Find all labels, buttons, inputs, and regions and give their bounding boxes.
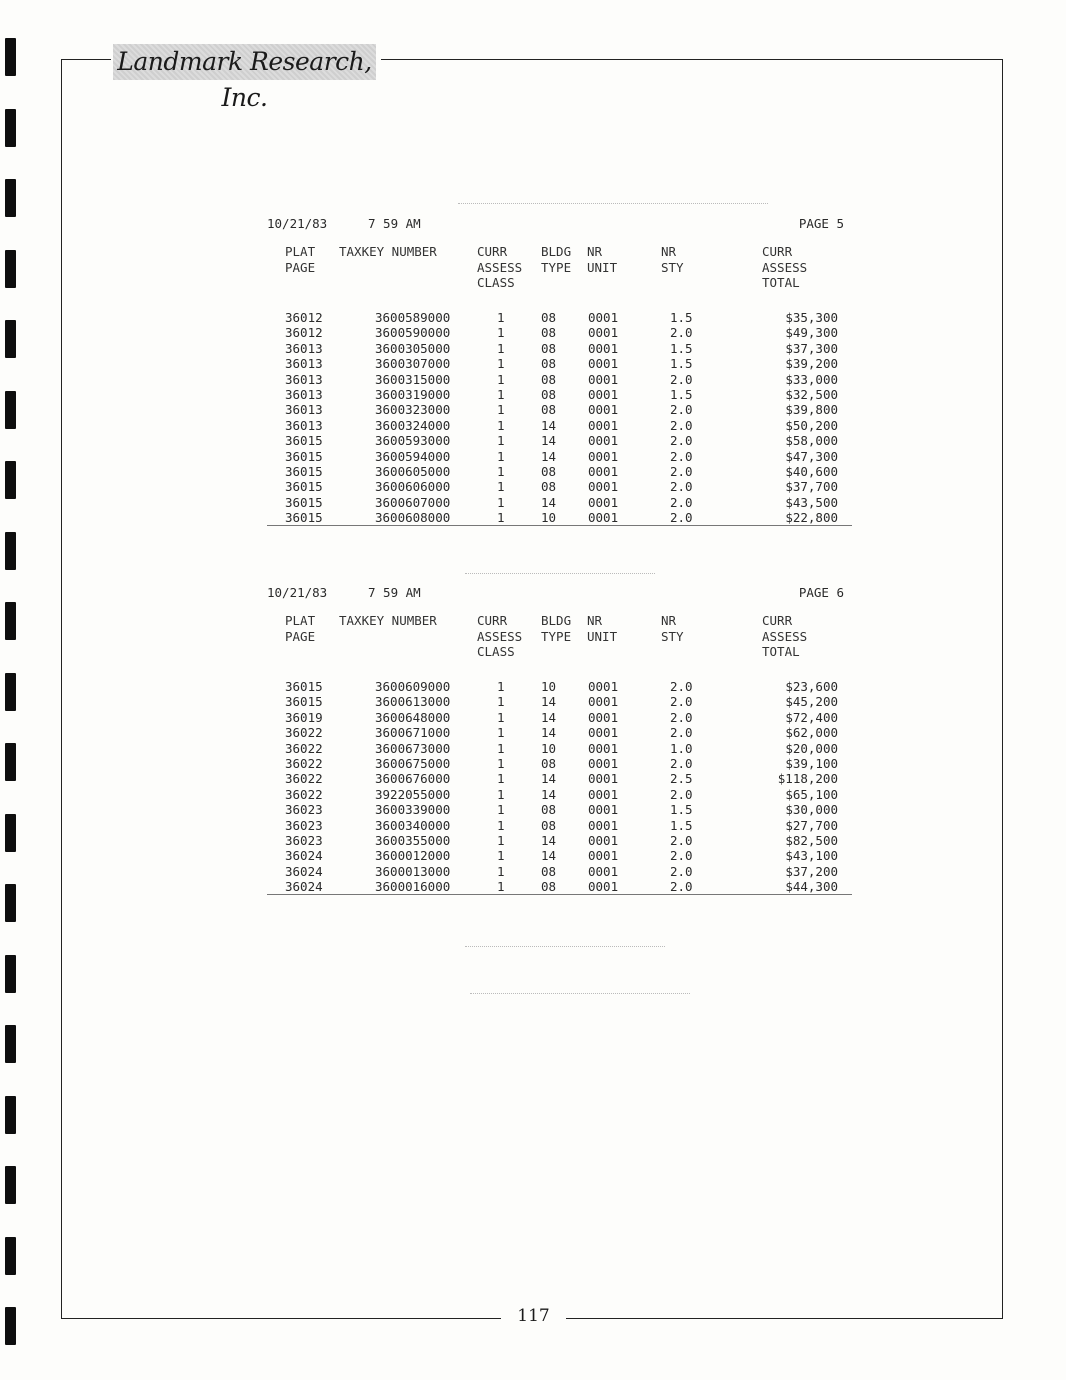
cell-bldg: 08 bbox=[541, 310, 557, 325]
cell-taxkey: 3922055000 bbox=[375, 786, 451, 802]
binder-hole-mark bbox=[5, 38, 16, 76]
cell-bldg: 14 bbox=[541, 848, 557, 864]
cell-taxkey: 3600340000 bbox=[375, 817, 451, 833]
cell-class: 1 bbox=[497, 755, 505, 771]
cell-taxkey: 3600339000 bbox=[375, 802, 451, 818]
cell-plat: 36015 bbox=[285, 679, 323, 694]
cell-sty: 2.0 bbox=[670, 863, 693, 879]
report-header bbox=[267, 585, 852, 603]
table-row bbox=[267, 325, 852, 340]
cell-plat: 36022 bbox=[285, 786, 323, 802]
table-row bbox=[267, 510, 852, 526]
cell-class: 1 bbox=[497, 832, 505, 848]
cell-total: $62,000 bbox=[785, 725, 838, 741]
cell-bldg: 08 bbox=[541, 817, 557, 833]
cell-class: 1 bbox=[497, 479, 505, 495]
data-rows bbox=[267, 310, 852, 526]
table-row bbox=[267, 418, 852, 433]
cell-plat: 36015 bbox=[285, 463, 323, 479]
cell-total: $39,100 bbox=[785, 755, 838, 771]
cell-unit: 0001 bbox=[588, 725, 619, 741]
cell-sty: 2.0 bbox=[670, 694, 693, 710]
cell-bldg: 14 bbox=[541, 771, 557, 787]
table-row bbox=[267, 402, 852, 417]
cell-class: 1 bbox=[497, 709, 505, 725]
table-row bbox=[267, 818, 852, 833]
cell-bldg: 14 bbox=[541, 448, 557, 464]
cell-taxkey: 3600324000 bbox=[375, 417, 451, 433]
cell-plat: 36022 bbox=[285, 771, 323, 787]
cell-total: $58,000 bbox=[785, 433, 838, 449]
table-row bbox=[267, 787, 852, 802]
cell-class: 1 bbox=[497, 402, 505, 418]
cell-taxkey: 3600675000 bbox=[375, 755, 451, 771]
cell-plat: 36019 bbox=[285, 709, 323, 725]
cell-sty: 2.0 bbox=[670, 371, 693, 387]
cell-unit: 0001 bbox=[588, 786, 619, 802]
header-bldg-type: BLDG TYPE bbox=[541, 244, 572, 275]
cell-sty: 1.5 bbox=[670, 340, 693, 356]
cell-sty: 2.0 bbox=[670, 433, 693, 449]
cell-unit: 0001 bbox=[588, 386, 619, 402]
cell-unit: 0001 bbox=[588, 340, 619, 356]
cell-sty: 2.0 bbox=[670, 725, 693, 741]
cell-plat: 36013 bbox=[285, 340, 323, 356]
cell-sty: 2.0 bbox=[670, 679, 693, 694]
cell-class: 1 bbox=[497, 463, 505, 479]
cell-plat: 36013 bbox=[285, 386, 323, 402]
cell-taxkey: 3600589000 bbox=[375, 310, 451, 325]
cell-total: $23,600 bbox=[785, 679, 838, 694]
cell-taxkey: 3600355000 bbox=[375, 832, 451, 848]
cell-unit: 0001 bbox=[588, 417, 619, 433]
cell-taxkey: 3600319000 bbox=[375, 386, 451, 402]
table-row bbox=[267, 864, 852, 879]
report-page-5 bbox=[267, 216, 852, 526]
cell-bldg: 08 bbox=[541, 356, 557, 372]
cell-taxkey: 3600016000 bbox=[375, 879, 451, 895]
cell-taxkey: 3600606000 bbox=[375, 479, 451, 495]
binder-hole-mark bbox=[5, 1025, 16, 1063]
cell-unit: 0001 bbox=[588, 863, 619, 879]
cell-plat: 36022 bbox=[285, 755, 323, 771]
cell-bldg: 08 bbox=[541, 386, 557, 402]
column-headers bbox=[267, 613, 852, 667]
cell-plat: 36023 bbox=[285, 817, 323, 833]
table-row bbox=[267, 679, 852, 694]
cell-taxkey: 3600315000 bbox=[375, 371, 451, 387]
cell-total: $50,200 bbox=[785, 417, 838, 433]
report-page-label: PAGE 5 bbox=[798, 216, 844, 231]
cell-taxkey: 3600305000 bbox=[375, 340, 451, 356]
cell-sty: 1.0 bbox=[670, 740, 693, 756]
table-row bbox=[267, 433, 852, 448]
binder-hole-mark bbox=[5, 320, 16, 358]
table-row bbox=[267, 479, 852, 494]
cell-bldg: 08 bbox=[541, 802, 557, 818]
cell-bldg: 08 bbox=[541, 325, 557, 341]
cell-total: $39,800 bbox=[785, 402, 838, 418]
cell-class: 1 bbox=[497, 740, 505, 756]
report-date: 10/21/83 bbox=[267, 585, 328, 600]
cell-bldg: 08 bbox=[541, 879, 557, 895]
cell-unit: 0001 bbox=[588, 325, 619, 341]
cell-total: $82,500 bbox=[785, 832, 838, 848]
report-time: 7 59 AM bbox=[368, 585, 421, 600]
cell-total: $39,200 bbox=[785, 356, 838, 372]
cell-class: 1 bbox=[497, 694, 505, 710]
cell-unit: 0001 bbox=[588, 402, 619, 418]
table-row bbox=[267, 725, 852, 740]
cell-plat: 36015 bbox=[285, 494, 323, 510]
cell-sty: 2.0 bbox=[670, 879, 693, 895]
cell-sty: 2.0 bbox=[670, 848, 693, 864]
cell-sty: 2.5 bbox=[670, 771, 693, 787]
cell-plat: 36013 bbox=[285, 417, 323, 433]
binder-hole-mark bbox=[5, 602, 16, 640]
cell-class: 1 bbox=[497, 356, 505, 372]
cell-taxkey: 3600605000 bbox=[375, 463, 451, 479]
cell-unit: 0001 bbox=[588, 694, 619, 710]
cell-sty: 1.5 bbox=[670, 386, 693, 402]
cell-unit: 0001 bbox=[588, 771, 619, 787]
cell-unit: 0001 bbox=[588, 448, 619, 464]
cell-taxkey: 3600607000 bbox=[375, 494, 451, 510]
cell-bldg: 10 bbox=[541, 679, 557, 694]
cell-class: 1 bbox=[497, 386, 505, 402]
cell-plat: 36024 bbox=[285, 879, 323, 895]
page-number: 117 bbox=[517, 1306, 550, 1326]
cell-total: $32,500 bbox=[785, 386, 838, 402]
table-row bbox=[267, 449, 852, 464]
binder-hole-mark bbox=[5, 814, 16, 852]
cell-class: 1 bbox=[497, 371, 505, 387]
cell-taxkey: 3600013000 bbox=[375, 863, 451, 879]
binder-hole-mark bbox=[5, 673, 16, 711]
cell-bldg: 14 bbox=[541, 786, 557, 802]
cell-plat: 36013 bbox=[285, 356, 323, 372]
cell-plat: 36024 bbox=[285, 848, 323, 864]
cell-taxkey: 3600609000 bbox=[375, 679, 451, 694]
cell-total: $118,200 bbox=[777, 771, 838, 787]
cell-taxkey: 3600648000 bbox=[375, 709, 451, 725]
cell-plat: 36022 bbox=[285, 725, 323, 741]
data-rows bbox=[267, 679, 852, 895]
frame-top-rule bbox=[61, 59, 111, 60]
cell-total: $37,300 bbox=[785, 340, 838, 356]
table-row bbox=[267, 387, 852, 402]
cell-taxkey: 3600593000 bbox=[375, 433, 451, 449]
cell-total: $43,500 bbox=[785, 494, 838, 510]
faint-rule bbox=[465, 573, 655, 574]
cell-bldg: 10 bbox=[541, 740, 557, 756]
binder-hole-mark bbox=[5, 743, 16, 781]
binder-hole-mark bbox=[5, 1307, 16, 1345]
cell-bldg: 10 bbox=[541, 510, 557, 526]
cell-unit: 0001 bbox=[588, 433, 619, 449]
faint-rule bbox=[458, 203, 768, 204]
table-row bbox=[267, 310, 852, 325]
header-nr-sty: NR STY bbox=[661, 613, 684, 644]
table-row bbox=[267, 741, 852, 756]
binder-hole-mark bbox=[5, 250, 16, 288]
table-row bbox=[267, 879, 852, 895]
binder-hole-mark bbox=[5, 1166, 16, 1204]
binder-hole-mark bbox=[5, 1096, 16, 1134]
cell-unit: 0001 bbox=[588, 879, 619, 895]
cell-plat: 36015 bbox=[285, 433, 323, 449]
report-date: 10/21/83 bbox=[267, 216, 328, 231]
cell-taxkey: 3600307000 bbox=[375, 356, 451, 372]
cell-unit: 0001 bbox=[588, 740, 619, 756]
faint-rule bbox=[470, 993, 690, 994]
cell-sty: 2.0 bbox=[670, 510, 693, 526]
cell-class: 1 bbox=[497, 417, 505, 433]
column-headers bbox=[267, 244, 852, 298]
cell-total: $27,700 bbox=[785, 817, 838, 833]
cell-bldg: 08 bbox=[541, 463, 557, 479]
cell-class: 1 bbox=[497, 448, 505, 464]
frame-bottom-rule bbox=[61, 1318, 501, 1319]
cell-unit: 0001 bbox=[588, 371, 619, 387]
cell-bldg: 08 bbox=[541, 402, 557, 418]
cell-plat: 36015 bbox=[285, 479, 323, 495]
cell-bldg: 14 bbox=[541, 433, 557, 449]
cell-total: $43,100 bbox=[785, 848, 838, 864]
cell-plat: 36023 bbox=[285, 802, 323, 818]
cell-unit: 0001 bbox=[588, 463, 619, 479]
cell-sty: 2.0 bbox=[670, 755, 693, 771]
cell-class: 1 bbox=[497, 817, 505, 833]
cell-class: 1 bbox=[497, 848, 505, 864]
table-row bbox=[267, 710, 852, 725]
table-row bbox=[267, 771, 852, 786]
cell-unit: 0001 bbox=[588, 479, 619, 495]
cell-sty: 2.0 bbox=[670, 832, 693, 848]
cell-plat: 36015 bbox=[285, 694, 323, 710]
binder-hole-mark bbox=[5, 955, 16, 993]
cell-class: 1 bbox=[497, 802, 505, 818]
cell-unit: 0001 bbox=[588, 832, 619, 848]
cell-bldg: 08 bbox=[541, 340, 557, 356]
cell-sty: 2.0 bbox=[670, 463, 693, 479]
table-row bbox=[267, 495, 852, 510]
cell-taxkey: 3600590000 bbox=[375, 325, 451, 341]
table-row bbox=[267, 464, 852, 479]
cell-total: $65,100 bbox=[785, 786, 838, 802]
binder-hole-mark bbox=[5, 109, 16, 147]
cell-class: 1 bbox=[497, 771, 505, 787]
cell-unit: 0001 bbox=[588, 709, 619, 725]
cell-class: 1 bbox=[497, 310, 505, 325]
landmark-logo: Landmark Research, Inc. bbox=[113, 44, 376, 80]
cell-total: $45,200 bbox=[785, 694, 838, 710]
cell-class: 1 bbox=[497, 325, 505, 341]
header-curr-assess-class: CURR ASSESS CLASS bbox=[477, 244, 523, 290]
cell-unit: 0001 bbox=[588, 679, 619, 694]
header-plat-page: PLAT PAGE bbox=[285, 244, 316, 275]
cell-unit: 0001 bbox=[588, 356, 619, 372]
cell-plat: 36013 bbox=[285, 371, 323, 387]
frame-bottom-rule bbox=[566, 1318, 1003, 1319]
binder-hole-mark bbox=[5, 532, 16, 570]
cell-class: 1 bbox=[497, 510, 505, 526]
cell-class: 1 bbox=[497, 863, 505, 879]
cell-taxkey: 3600012000 bbox=[375, 848, 451, 864]
cell-total: $72,400 bbox=[785, 709, 838, 725]
cell-bldg: 14 bbox=[541, 709, 557, 725]
cell-plat: 36023 bbox=[285, 832, 323, 848]
cell-class: 1 bbox=[497, 340, 505, 356]
cell-bldg: 08 bbox=[541, 863, 557, 879]
cell-bldg: 14 bbox=[541, 694, 557, 710]
cell-total: $40,600 bbox=[785, 463, 838, 479]
cell-class: 1 bbox=[497, 679, 505, 694]
header-nr-unit: NR UNIT bbox=[587, 613, 618, 644]
header-taxkey-number: TAXKEY NUMBER bbox=[339, 613, 437, 628]
cell-unit: 0001 bbox=[588, 848, 619, 864]
report-time: 7 59 AM bbox=[368, 216, 421, 231]
cell-bldg: 14 bbox=[541, 725, 557, 741]
table-row bbox=[267, 341, 852, 356]
table-row bbox=[267, 833, 852, 848]
cell-total: $47,300 bbox=[785, 448, 838, 464]
cell-sty: 2.0 bbox=[670, 325, 693, 341]
cell-bldg: 14 bbox=[541, 832, 557, 848]
cell-sty: 2.0 bbox=[670, 448, 693, 464]
table-row bbox=[267, 356, 852, 371]
frame-top-rule bbox=[381, 59, 1003, 60]
cell-total: $33,000 bbox=[785, 371, 838, 387]
report-page-label: PAGE 6 bbox=[798, 585, 844, 600]
cell-bldg: 08 bbox=[541, 371, 557, 387]
binder-hole-mark bbox=[5, 391, 16, 429]
binder-hole-mark bbox=[5, 1237, 16, 1275]
table-row bbox=[267, 848, 852, 863]
cell-class: 1 bbox=[497, 433, 505, 449]
binder-hole-mark bbox=[5, 461, 16, 499]
header-curr-assess-class: CURR ASSESS CLASS bbox=[477, 613, 523, 659]
cell-plat: 36015 bbox=[285, 510, 323, 526]
cell-bldg: 08 bbox=[541, 755, 557, 771]
cell-plat: 36022 bbox=[285, 740, 323, 756]
cell-taxkey: 3600613000 bbox=[375, 694, 451, 710]
cell-unit: 0001 bbox=[588, 802, 619, 818]
cell-unit: 0001 bbox=[588, 310, 619, 325]
binder-hole-mark bbox=[5, 179, 16, 217]
cell-unit: 0001 bbox=[588, 817, 619, 833]
cell-unit: 0001 bbox=[588, 755, 619, 771]
cell-taxkey: 3600323000 bbox=[375, 402, 451, 418]
cell-sty: 2.0 bbox=[670, 417, 693, 433]
table-row bbox=[267, 756, 852, 771]
table-row bbox=[267, 372, 852, 387]
binder-marks bbox=[0, 0, 20, 1380]
cell-plat: 36012 bbox=[285, 310, 323, 325]
cell-total: $49,300 bbox=[785, 325, 838, 341]
header-nr-unit: NR UNIT bbox=[587, 244, 618, 275]
faint-rule bbox=[465, 946, 665, 947]
cell-class: 1 bbox=[497, 879, 505, 895]
cell-taxkey: 3600608000 bbox=[375, 510, 451, 526]
cell-total: $20,000 bbox=[785, 740, 838, 756]
cell-taxkey: 3600671000 bbox=[375, 725, 451, 741]
cell-sty: 2.0 bbox=[670, 494, 693, 510]
cell-plat: 36015 bbox=[285, 448, 323, 464]
cell-sty: 1.5 bbox=[670, 310, 693, 325]
cell-total: $37,700 bbox=[785, 479, 838, 495]
table-row bbox=[267, 802, 852, 817]
header-nr-sty: NR STY bbox=[661, 244, 684, 275]
header-bldg-type: BLDG TYPE bbox=[541, 613, 572, 644]
cell-sty: 2.0 bbox=[670, 709, 693, 725]
cell-plat: 36012 bbox=[285, 325, 323, 341]
cell-taxkey: 3600673000 bbox=[375, 740, 451, 756]
table-row bbox=[267, 694, 852, 709]
cell-class: 1 bbox=[497, 786, 505, 802]
cell-taxkey: 3600676000 bbox=[375, 771, 451, 787]
header-plat-page: PLAT PAGE bbox=[285, 613, 316, 644]
cell-total: $22,800 bbox=[785, 510, 838, 526]
cell-unit: 0001 bbox=[588, 494, 619, 510]
cell-sty: 2.0 bbox=[670, 402, 693, 418]
cell-total: $30,000 bbox=[785, 802, 838, 818]
cell-plat: 36013 bbox=[285, 402, 323, 418]
header-curr-assess-total: CURR ASSESS TOTAL bbox=[762, 613, 808, 659]
cell-bldg: 08 bbox=[541, 479, 557, 495]
cell-bldg: 14 bbox=[541, 494, 557, 510]
cell-total: $35,300 bbox=[785, 310, 838, 325]
cell-class: 1 bbox=[497, 725, 505, 741]
binder-hole-mark bbox=[5, 884, 16, 922]
header-taxkey-number: TAXKEY NUMBER bbox=[339, 244, 437, 259]
cell-plat: 36024 bbox=[285, 863, 323, 879]
report-header bbox=[267, 216, 852, 234]
cell-sty: 2.0 bbox=[670, 479, 693, 495]
cell-total: $44,300 bbox=[785, 879, 838, 895]
cell-sty: 1.5 bbox=[670, 802, 693, 818]
cell-sty: 1.5 bbox=[670, 356, 693, 372]
cell-sty: 1.5 bbox=[670, 817, 693, 833]
header-curr-assess-total: CURR ASSESS TOTAL bbox=[762, 244, 808, 290]
report-page-6 bbox=[267, 585, 852, 895]
cell-bldg: 14 bbox=[541, 417, 557, 433]
cell-sty: 2.0 bbox=[670, 786, 693, 802]
cell-taxkey: 3600594000 bbox=[375, 448, 451, 464]
cell-unit: 0001 bbox=[588, 510, 619, 526]
cell-class: 1 bbox=[497, 494, 505, 510]
cell-total: $37,200 bbox=[785, 863, 838, 879]
